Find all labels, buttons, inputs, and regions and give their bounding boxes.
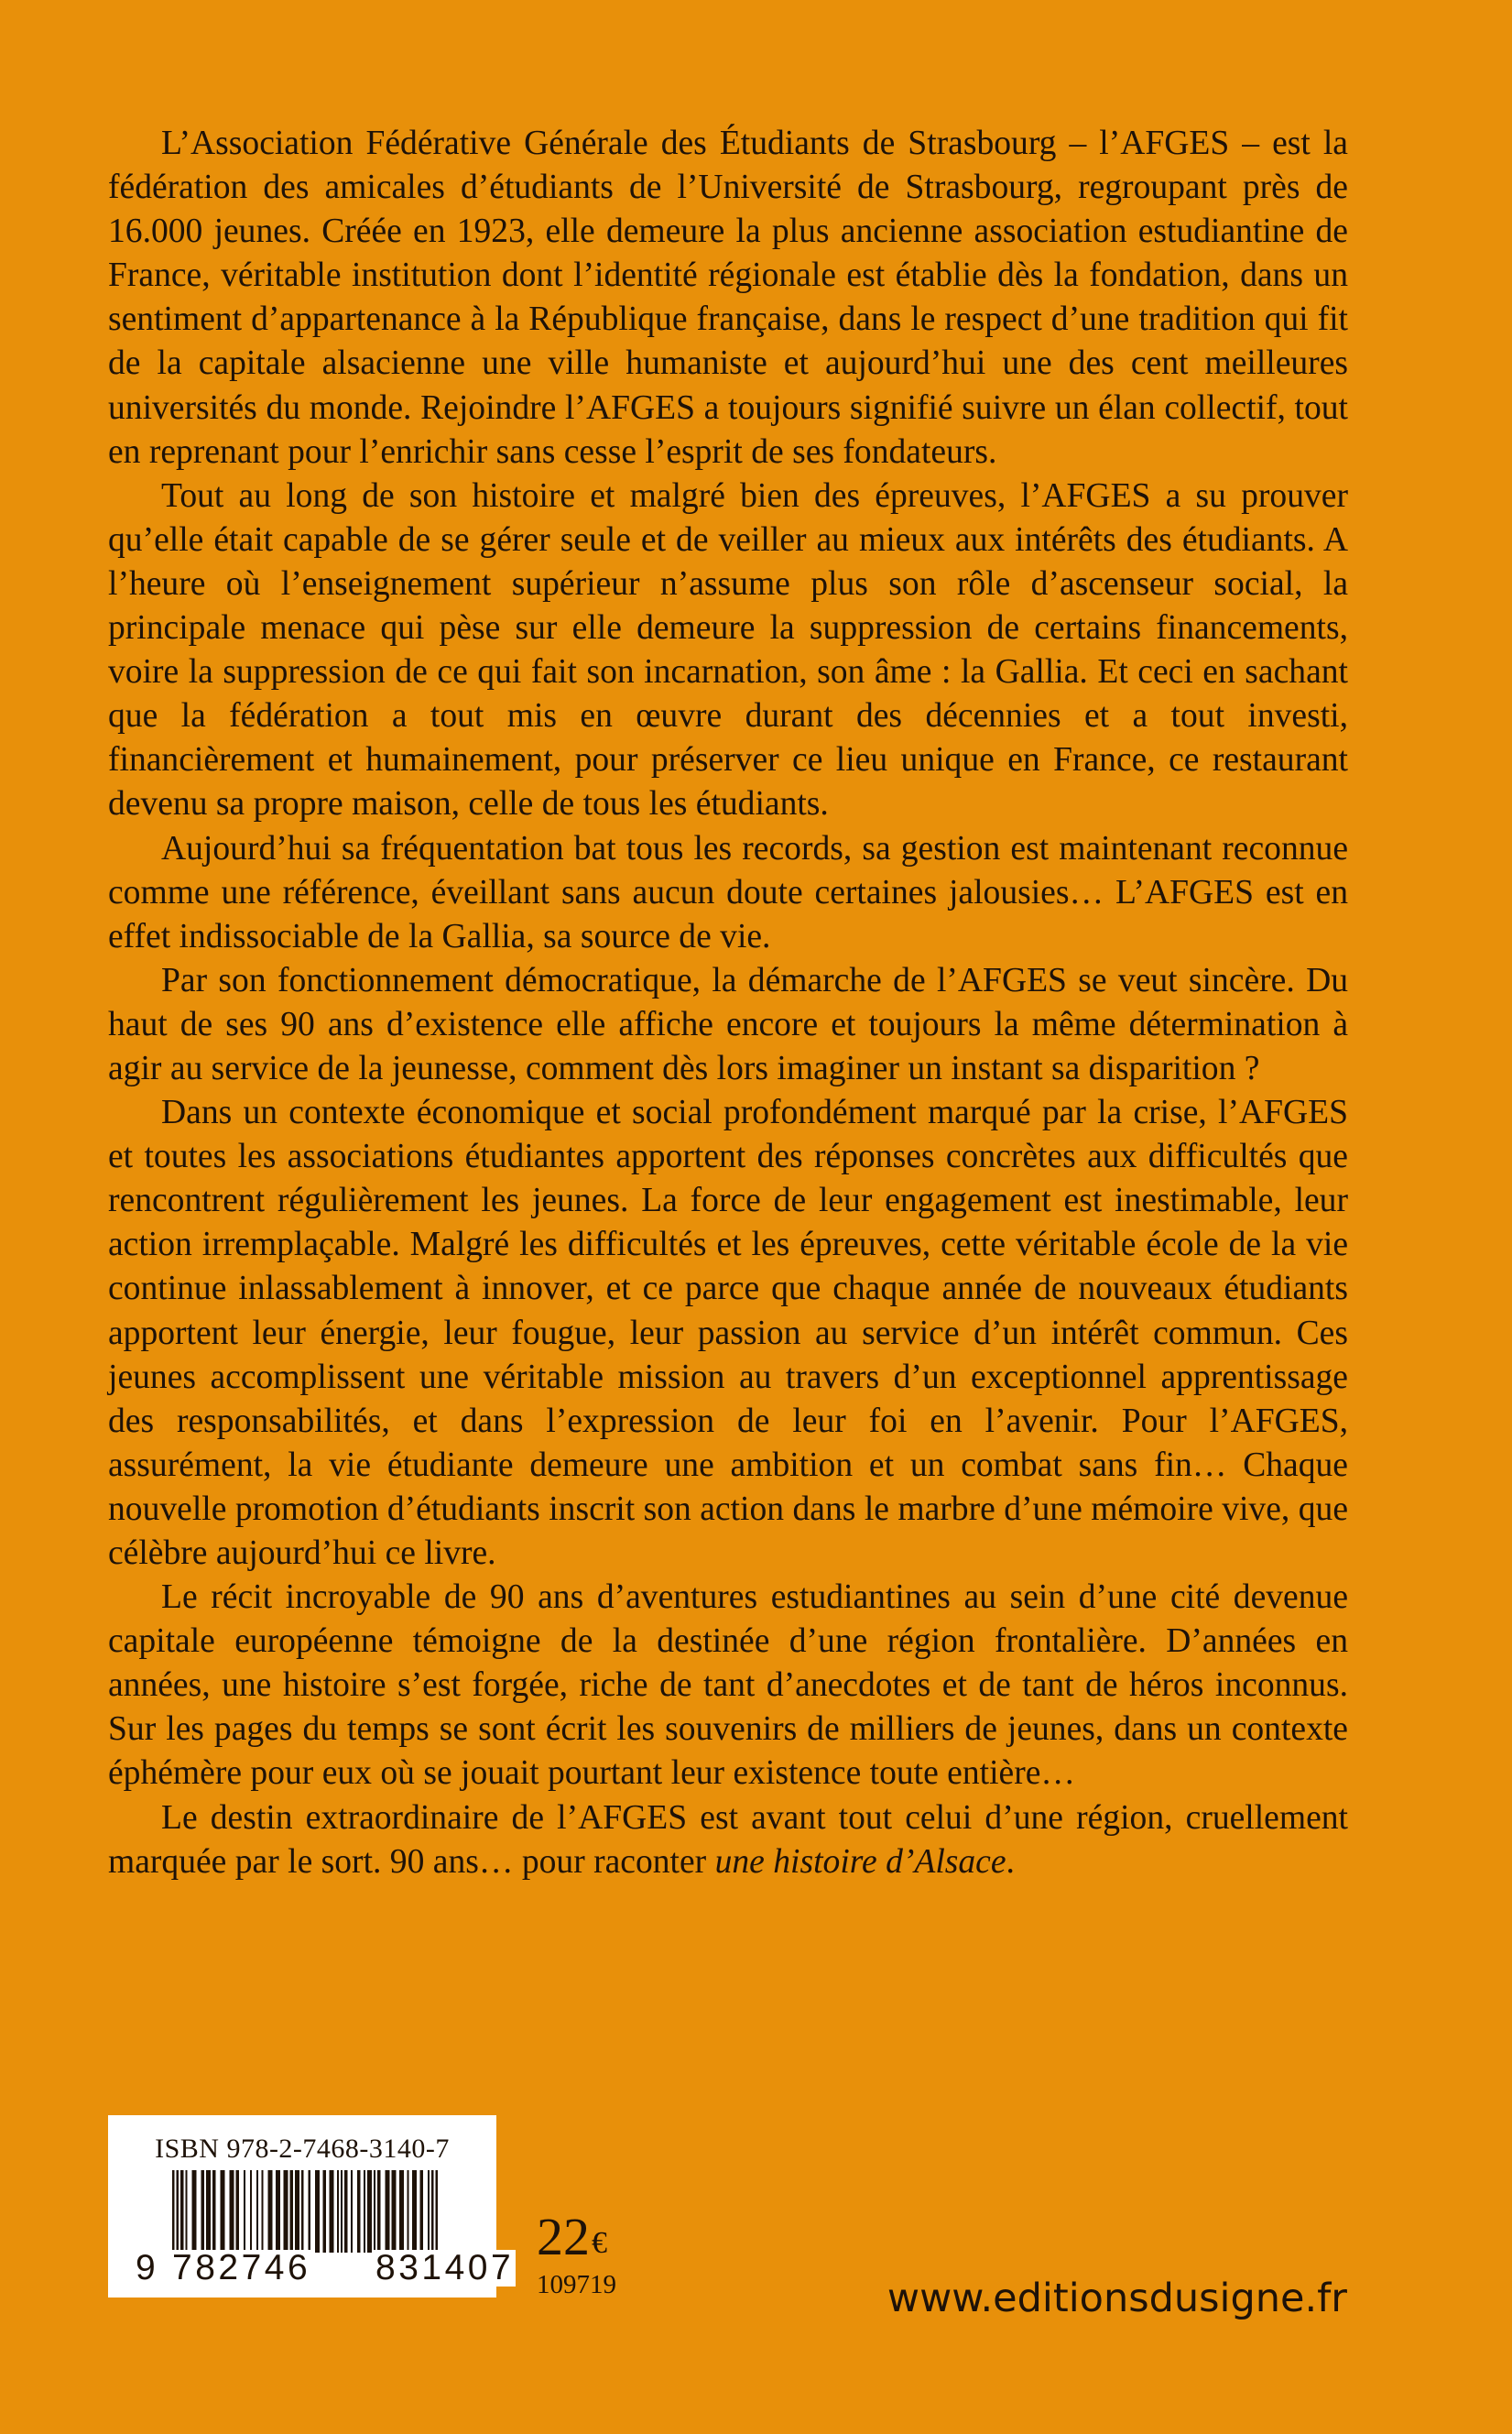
barcode-bar — [262, 2170, 264, 2253]
barcode-bar — [180, 2170, 184, 2253]
barcode-bar — [337, 2170, 339, 2253]
barcode-bar — [206, 2170, 211, 2253]
book-title-italic: une histoire d’Alsace — [714, 1842, 1006, 1881]
barcode-bar — [399, 2170, 404, 2253]
barcode-bar — [377, 2170, 381, 2253]
paragraph-7 — [108, 1796, 1348, 1884]
barcode-bar — [412, 2170, 417, 2253]
barcode-bar — [364, 2170, 365, 2253]
reference-code: 109719 — [537, 2270, 616, 2299]
barcode-bar — [244, 2170, 245, 2253]
isbn-label: ISBN 978-2-7468-3140-7 — [155, 2134, 450, 2164]
paragraph-5: Dans un contexte économique et social profondément marqué par la crise, l’AFGES et toutes les associations étudiantes apportent des réponses concrètes aux difficultés que rencontrent régulièrement les jeunes. La force de leur engagement est inestimable, leur action irremplaçable. Malgré les difficultés et les épreuves, cette véritable école de la vie continue inlassablement à innover, et ce parce que chaque année de nouveaux étudiants apportent leur énergie, leur fougue, leur passion au service d’un intérêt commun. Ces jeunes accomplissent une véritable mission au travers d’un exceptionnel apprentissage des responsabilités, et dans l’expression de leur foi en l’avenir. Pour l’AFGES, assurément, la vie étudiante demeure une ambition et un combat sans fin… Chaque nouvelle promotion d’étudiants inscrit son action dans le marbre d’une mémoire vive, que célèbre aujourd’hui ce livre. — [108, 1094, 1348, 1572]
paragraph-2: Tout au long de son histoire et malgré bien des épreuves, l’AFGES a su prouver qu’elle était capable de se gérer seule et de veiller au mieux aux intérêts des étudiants. A l’heure où l’enseignement supérieur n’assume plus son rôle d’ascenseur social, la principale menace qui pèse sur elle demeure la suppression de certains financements, voire la suppression de ce qui fait son incarnation, son âme : la Gallia. Et ceci en sachant que la fédération a tout mis en œuvre durant des décennies et a tout investi, financièrement et humainement, pour préserver ce lieu unique en France, ce restaurant devenu sa propre maison, celle de tous les étudiants. — [108, 476, 1348, 824]
barcode-bar — [392, 2170, 397, 2253]
barcode-bar — [351, 2170, 353, 2253]
barcode-digit-first: 9 — [136, 2248, 156, 2287]
paragraph-4: Par son fonctionnement démocratique, la démarche de l’AFGES se veut sincère. Du haut de ses 90 ans d’existence elle affiche encore et toujours la même détermination à agir au service de la jeunesse, comment dès lors imaginer un instant sa disparition ? — [108, 961, 1348, 1087]
barcode-digits-right: 831407 — [375, 2248, 515, 2287]
price — [537, 2207, 607, 2271]
barcode-bar — [408, 2170, 409, 2253]
publisher-website: www.editionsdusigne.fr — [887, 2276, 1347, 2321]
barcode-bar — [315, 2170, 320, 2253]
price-currency: € — [592, 2226, 607, 2260]
barcode-bar — [323, 2170, 327, 2253]
barcode-bar — [256, 2170, 258, 2253]
barcode-bar — [230, 2170, 234, 2253]
barcode-bar — [330, 2170, 334, 2253]
barcode-bar — [192, 2170, 197, 2253]
barcode-bar — [357, 2170, 361, 2253]
paragraph-7-end: . — [1006, 1842, 1015, 1881]
barcode-bar — [186, 2170, 188, 2253]
barcode-bar — [420, 2170, 424, 2253]
paragraph-6: Le récit incroyable de 90 ans d’aventures estudiantines au sein d’une cité devenue capitale européenne témoigne de la destinée d’une région frontalière. D’années en années, une histoire s’est forgée, riche de tant d’anecdotes et de tant de héros inconnus. Sur les pages du temps se sont écrit les souvenirs de milliers de jeunes, dans un contexte éphémère pour eux où se jouait pourtant leur existence toute entière… — [108, 1578, 1348, 1793]
barcode-bar — [295, 2170, 299, 2253]
price-amount: 22 — [537, 2207, 590, 2266]
barcode-bar — [341, 2170, 343, 2253]
barcode-bar — [374, 2170, 375, 2253]
paragraph-7-text: Le destin extraordinaire de l’AFGES est avant tout celui d’une région, cruellement marquée par le sort. 90 ans… pour raconter — [108, 1798, 1348, 1881]
barcode-bar — [268, 2170, 273, 2253]
barcode-bar — [201, 2170, 205, 2253]
barcode-bar — [386, 2170, 390, 2253]
barcode-bar — [250, 2170, 252, 2253]
isbn-barcode — [108, 2115, 515, 2298]
barcode-bar — [290, 2170, 294, 2253]
barcode-bar — [276, 2170, 280, 2253]
paragraph-1: L’Association Fédérative Générale des Étudiants de Strasbourg – l’AFGES – est la fédération des amicales d’étudiants de l’Université de Strasbourg, regroupant près de 16.000 jeunes. Créée en 1923, elle demeure la plus ancienne association estudiantine de France, véritable institution dont l’identité régionale est établie dès la fondation, dans un sentiment d’appartenance à la République française, dans le respect d’une tradition qui fit de la capitale alsacienne une ville humaniste et aujourd’hui une des cent meilleures universités du monde. Rejoindre l’AFGES a toujours signifié suivre un élan collectif, tout en reprenant pour l’enrichir sans cesse l’esprit de ses fondateurs. — [108, 125, 1348, 471]
barcode-digits-left: 782746 — [172, 2248, 311, 2287]
barcode-bar — [428, 2170, 430, 2253]
barcode-bar — [221, 2170, 225, 2253]
barcode-bar — [212, 2170, 216, 2253]
back-cover-text — [108, 122, 1348, 1884]
barcode-bar — [367, 2170, 372, 2253]
barcode-bar — [236, 2170, 240, 2253]
paragraph-3: Aujourd’hui sa fréquentation bat tous les records, sa gestion est maintenant reconnue comme une référence, éveillant sans aucun doute certaines jalousies… L’AFGES est en effet indissociable de la Gallia, sa source de vie. — [108, 829, 1348, 955]
barcode-bar — [284, 2170, 288, 2253]
barcode-bar — [344, 2170, 348, 2253]
